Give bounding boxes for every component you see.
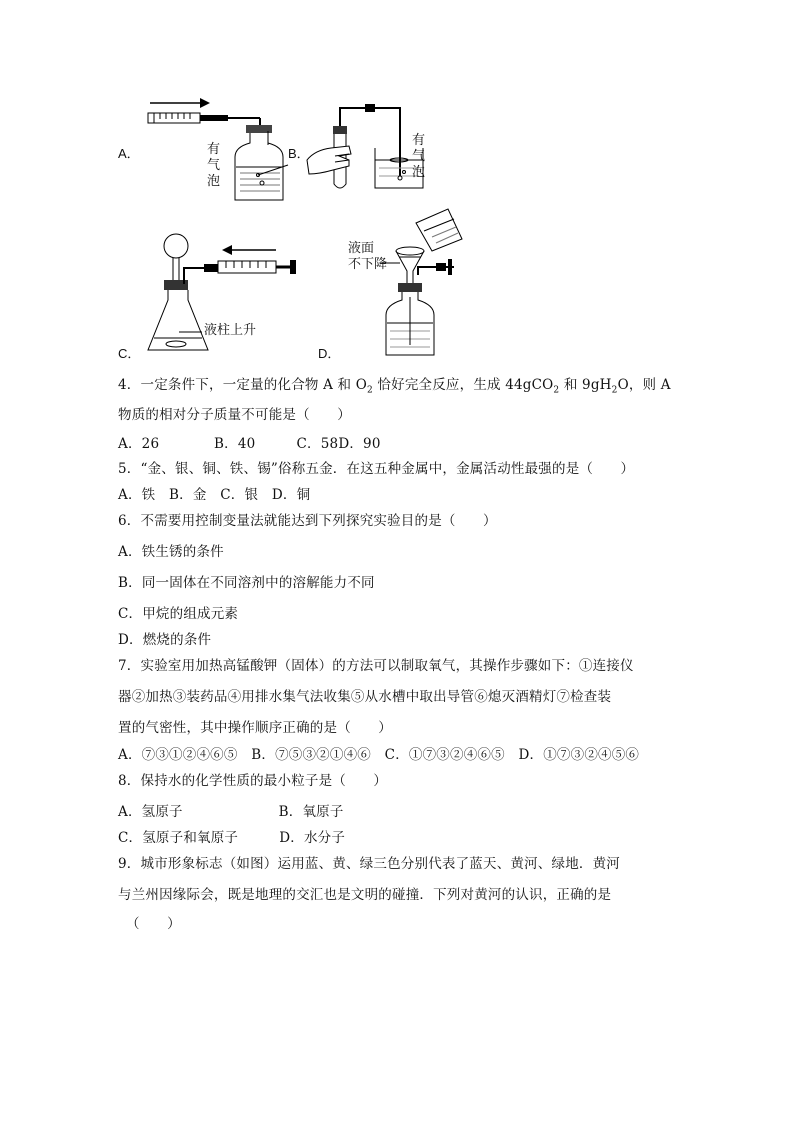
q7-line-3: 置的气密性，其中操作顺序正确的是（ ） xyxy=(118,720,392,736)
q5-options: A．铁 B．金 C．银 D．铜 xyxy=(118,487,311,503)
q6-option-c: C．甲烷的组成元素 xyxy=(118,606,239,622)
figure-d-annotation-line: 不下降 xyxy=(348,257,388,272)
q4-line-1 xyxy=(118,373,671,396)
figure-c-label: C． xyxy=(118,346,141,361)
figure-b-apparatus xyxy=(305,98,425,198)
q4-subscript: 2 xyxy=(553,385,560,396)
figure-a-annotation-line: 有 xyxy=(207,142,221,157)
q8-stem: 8．保持水的化学性质的最小粒子是（ ） xyxy=(118,773,388,789)
q5-stem: 5．“金、银、铜、铁、锡”俗称五金．在这五种金属中，金属活动性最强的是（ ） xyxy=(118,461,635,477)
q6-stem: 6．不需要用控制变量法就能达到下列探究实验目的是（ ） xyxy=(118,513,497,529)
q4-options: A．26 B．40 C．58D．90 xyxy=(118,436,381,452)
figure-d-apparatus xyxy=(380,205,480,360)
q9-line-2: 与兰州因缘际会，既是地理的交汇也是文明的碰撞．下列对黄河的认识，正确的是 xyxy=(118,887,612,903)
q6-option-b: B．同一固体在不同溶剂中的溶解能力不同 xyxy=(118,575,375,591)
q4-text: O，则 A xyxy=(617,377,671,393)
q7-line-2: 器②加热③装药品④用排水集气法收集⑤从水槽中取出导管⑥熄灭酒精灯⑦检查装 xyxy=(118,689,612,705)
figure-b-annotation-line: 泡 xyxy=(412,165,426,180)
q8-options-row-2: C．氢原子和氧原子 D．水分子 xyxy=(118,830,346,846)
figure-a-label: A． xyxy=(118,146,140,161)
figure-b-label: B． xyxy=(288,146,310,161)
q9-line-1: 9．城市形象标志（如图）运用蓝、黄、绿三色分别代表了蓝天、黄河、绿地．黄河 xyxy=(118,856,620,872)
q7-options: A．⑦③①②④⑥⑤ B．⑦⑤③②①④⑥ C．①⑦③②④⑥⑤ D．①⑦③②④⑤⑥ xyxy=(118,747,640,763)
figure-b-annotation-line: 气 xyxy=(412,149,426,164)
q4-text: 恰好完全反应，生成 44gCO xyxy=(372,377,554,393)
q6-option-a: A．铁生锈的条件 xyxy=(118,544,224,560)
q4-line-2: 物质的相对分子质量不可能是（ ） xyxy=(118,407,351,423)
q7-line-1: 7．实验室用加热高锰酸钾（固体）的方法可以制取氧气，其操作步骤如下：①连接仪 xyxy=(118,658,634,674)
figure-a-annotation-line: 气 xyxy=(207,158,221,173)
figure-a-annotation xyxy=(207,142,220,190)
figure-d-label: D． xyxy=(318,346,341,361)
figure-c-apparatus xyxy=(140,228,310,360)
figure-b-annotation-line: 有 xyxy=(412,133,426,148)
q6-option-d: D．燃烧的条件 xyxy=(118,632,212,648)
figure-b-annotation xyxy=(412,133,425,181)
q9-line-3: （ ） xyxy=(126,916,181,932)
q8-options-row-1: A．氢原子 B．氧原子 xyxy=(118,804,344,820)
q4-text: 和 9gH xyxy=(559,377,612,393)
figure-c-annotation: 液柱上升 xyxy=(204,323,257,338)
figure-a-annotation-line: 泡 xyxy=(207,174,221,189)
figure-d-annotation-line: 液面 xyxy=(348,241,375,256)
q4-subscript: 2 xyxy=(611,385,618,396)
q4-text: 4．一定条件下，一定量的化合物 A 和 O xyxy=(118,377,367,393)
q4-subscript: 2 xyxy=(366,385,373,396)
